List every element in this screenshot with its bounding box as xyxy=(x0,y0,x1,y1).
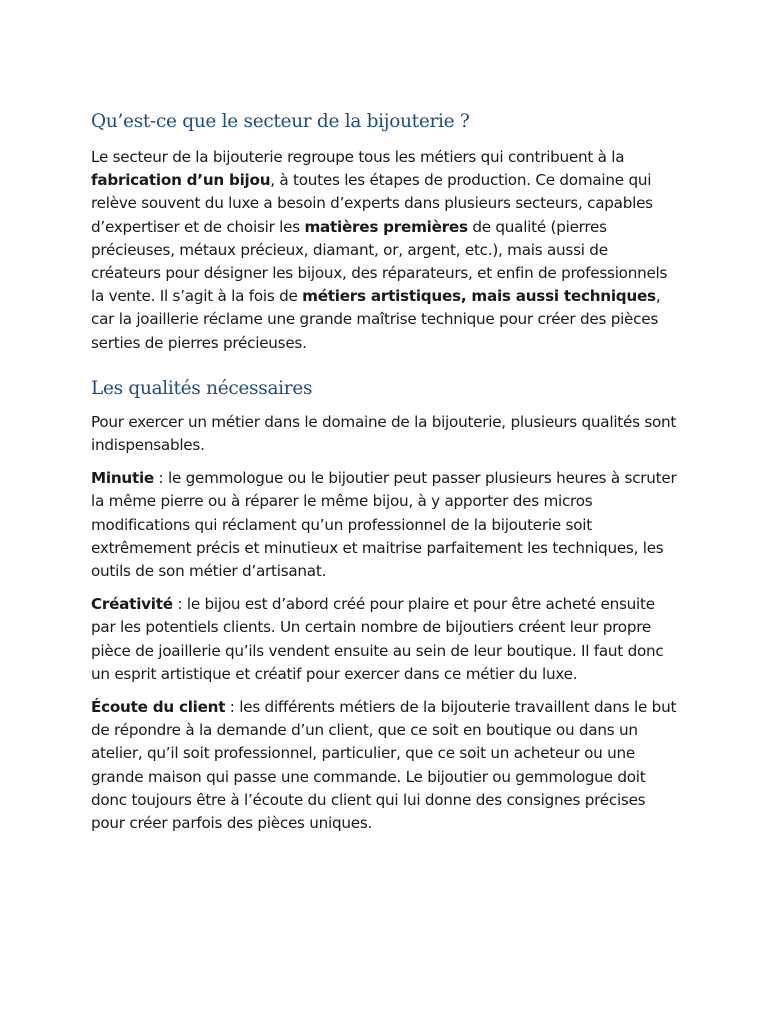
bold-run: fabrication d’un bijou xyxy=(91,171,271,190)
paragraph-intro: Pour exercer un métier dans le domaine de la bijouterie, plusieurs qualités sont indispensables. xyxy=(91,412,677,455)
quality-name: Créativité xyxy=(91,595,173,614)
quality-name: Minutie xyxy=(91,469,154,488)
section-heading-secteur: Qu’est-ce que le secteur de la bijouterie ? xyxy=(91,111,470,132)
text-run: de qualité (pierres précieuses, métaux précieux, diamant, or, argent, etc.), mais aussi de créateurs pour désigner les bijoux, des réparateurs, et enfin de professionnels la vente. Il s’agit à la fois de xyxy=(91,217,668,306)
quality-name: Écoute du client xyxy=(91,698,226,717)
text-run: , à toutes les étapes de production. Ce domaine qui relève souvent du luxe a besoin d’experts dans plusieurs secteurs, capables d’expertiser et de choisir les xyxy=(91,171,653,236)
section-heading-qualites: Les qualités nécessaires xyxy=(91,377,313,399)
bold-run: matières premières xyxy=(304,217,468,236)
document-page xyxy=(91,108,681,845)
paragraph-quality-creativite xyxy=(91,593,681,686)
quality-text: : le gemmologue ou le bijoutier peut passer plusieurs heures à scruter la même pierre ou à réparer le même bijou, à y apporter des micros modifications qui réclament qu’un professionnel de la bijouterie soit extrêmement précis et minutieux et maitrise parfaitement les techniques, les outils de son métier d’artisanat. xyxy=(91,469,677,581)
text-run: , car la joaillerie réclame une grande maîtrise technique pour créer des pièces serties de pierres précieuses. xyxy=(91,287,661,352)
paragraph-quality-ecoute xyxy=(91,696,681,835)
quality-text: : le bijou est d’abord créé pour plaire et pour être acheté ensuite par les potentiels clients. Un certain nombre de bijoutiers créent leur propre pièce de joaillerie qu’ils vendent ensuite au sein de leur boutique. Il faut donc un esprit artistique et créatif pour exercer dans ce métier du luxe. xyxy=(91,595,664,683)
paragraph-secteur xyxy=(91,146,681,355)
paragraph-quality-minutie xyxy=(91,467,681,583)
quality-text: : les différents métiers de la bijouterie travaillent dans le but de répondre à la demande d’un client, que ce soit en boutique ou dans un atelier, qu’il soit professionnel, particulier, que ce soit un acheteur ou une grande maison qui passe une commande. Le bijoutier ou gemmologue doit donc toujours être à l’écoute du client qui lui donne des consignes précises pour créer parfois des pièces uniques. xyxy=(91,698,677,833)
text-run: Le secteur de la bijouterie regroupe tous les métiers qui contribuent à la xyxy=(91,148,625,166)
bold-run: métiers artistiques, mais aussi techniques xyxy=(302,287,656,306)
